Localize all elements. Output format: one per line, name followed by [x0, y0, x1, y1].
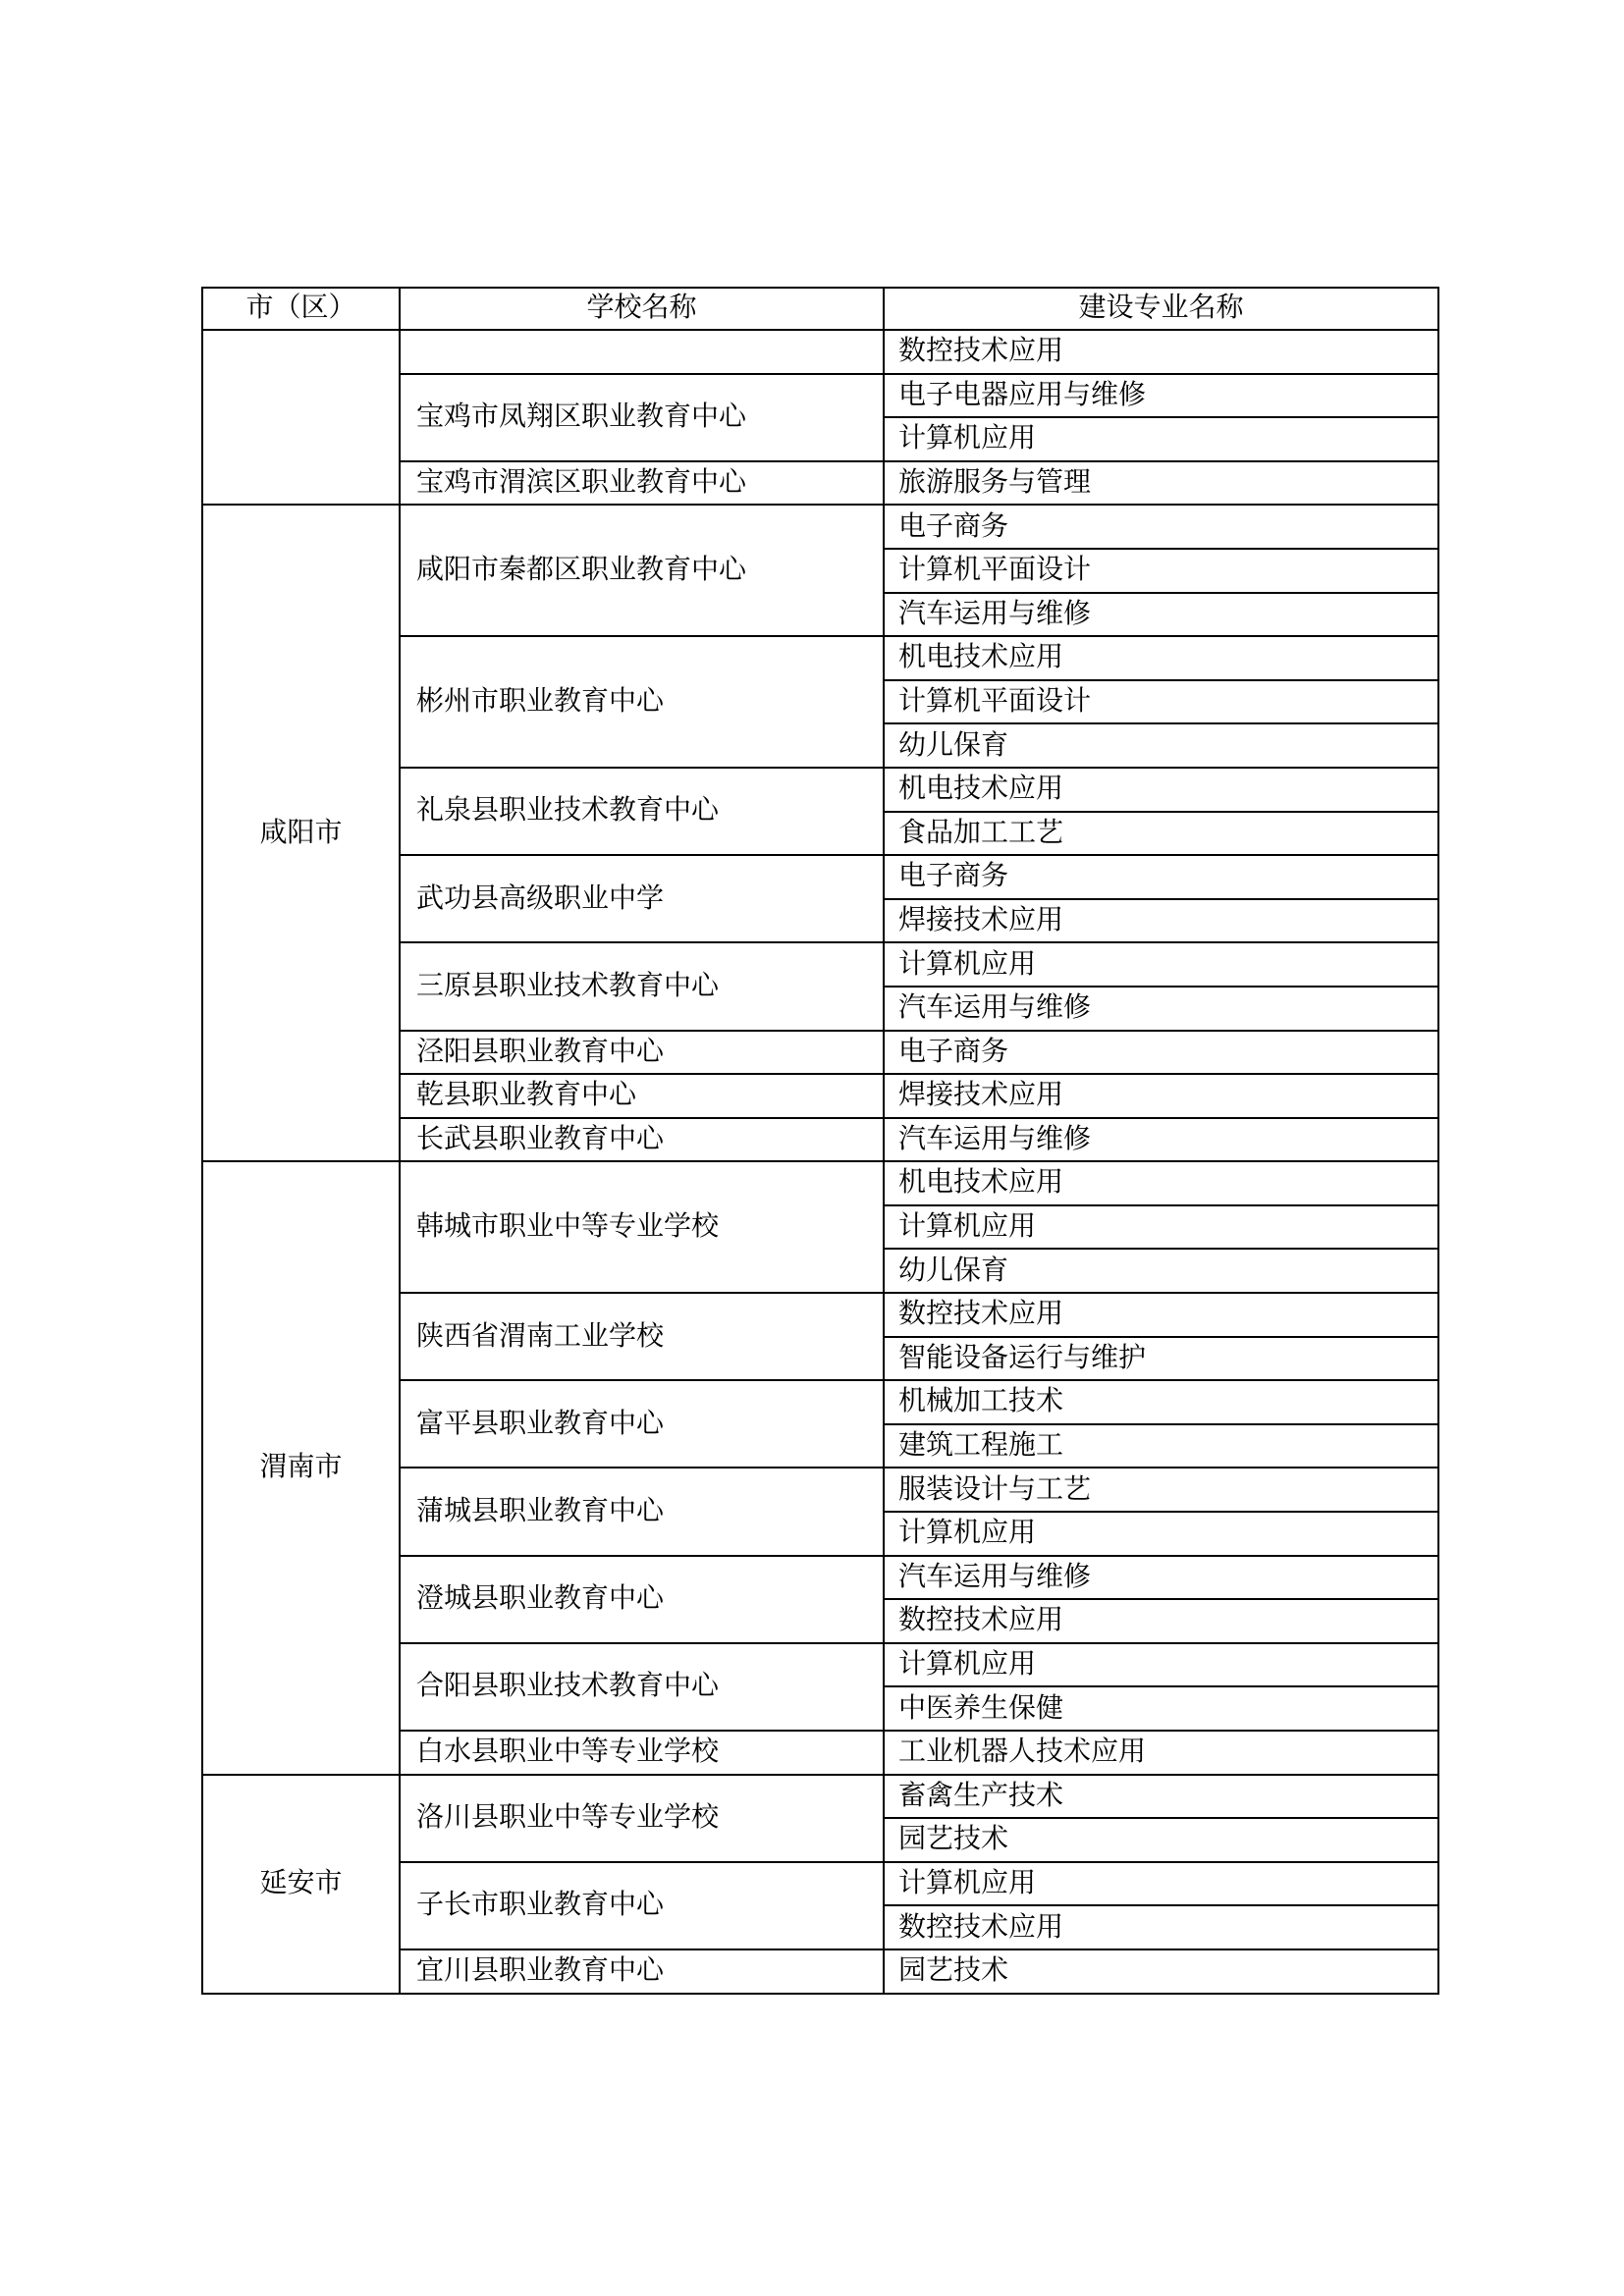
school-cell: 武功县高级职业中学 [400, 855, 884, 942]
table-header [202, 288, 1438, 330]
major-cell: 幼儿保育 [884, 723, 1438, 768]
table-body [202, 330, 1438, 1994]
major-cell: 计算机应用 [884, 942, 1438, 987]
city-cell: 渭南市 [202, 1161, 400, 1774]
major-cell: 幼儿保育 [884, 1249, 1438, 1293]
major-cell: 计算机应用 [884, 417, 1438, 461]
major-cell: 畜禽生产技术 [884, 1775, 1438, 1819]
table-row [202, 330, 1438, 374]
major-cell: 旅游服务与管理 [884, 461, 1438, 506]
header-row [202, 288, 1438, 330]
major-cell: 计算机平面设计 [884, 680, 1438, 724]
major-cell: 计算机应用 [884, 1205, 1438, 1250]
major-cell: 机电技术应用 [884, 636, 1438, 680]
major-cell: 机电技术应用 [884, 1161, 1438, 1205]
major-cell: 服装设计与工艺 [884, 1468, 1438, 1512]
school-cell: 宝鸡市凤翔区职业教育中心 [400, 374, 884, 461]
major-cell: 汽车运用与维修 [884, 1556, 1438, 1600]
school-cell: 泾阳县职业教育中心 [400, 1031, 884, 1075]
school-cell: 蒲城县职业教育中心 [400, 1468, 884, 1555]
major-cell: 中医养生保健 [884, 1686, 1438, 1731]
table-row [202, 505, 1438, 549]
header-major: 建设专业名称 [884, 288, 1438, 330]
major-cell: 汽车运用与维修 [884, 593, 1438, 637]
city-cell: 延安市 [202, 1775, 400, 1994]
major-cell: 数控技术应用 [884, 1293, 1438, 1337]
major-cell: 计算机应用 [884, 1512, 1438, 1556]
major-cell: 食品加工工艺 [884, 812, 1438, 856]
table-row [202, 1161, 1438, 1205]
major-cell: 计算机应用 [884, 1862, 1438, 1906]
major-cell: 工业机器人技术应用 [884, 1731, 1438, 1775]
school-cell: 富平县职业教育中心 [400, 1380, 884, 1468]
major-cell: 园艺技术 [884, 1949, 1438, 1994]
city-cell [202, 330, 400, 505]
school-cell: 澄城县职业教育中心 [400, 1556, 884, 1643]
major-cell: 电子商务 [884, 1031, 1438, 1075]
school-cell: 洛川县职业中等专业学校 [400, 1775, 884, 1862]
major-cell: 电子商务 [884, 505, 1438, 549]
school-cell: 长武县职业教育中心 [400, 1118, 884, 1162]
school-cell: 合阳县职业技术教育中心 [400, 1643, 884, 1731]
school-cell: 咸阳市秦都区职业教育中心 [400, 505, 884, 636]
major-cell: 智能设备运行与维护 [884, 1337, 1438, 1381]
major-cell: 机械加工技术 [884, 1380, 1438, 1424]
major-cell: 电子商务 [884, 855, 1438, 899]
school-cell: 礼泉县职业技术教育中心 [400, 768, 884, 855]
school-cell: 陕西省渭南工业学校 [400, 1293, 884, 1380]
school-cell: 宜川县职业教育中心 [400, 1949, 884, 1994]
major-cell: 汽车运用与维修 [884, 1118, 1438, 1162]
major-cell: 数控技术应用 [884, 1599, 1438, 1643]
major-cell: 建筑工程施工 [884, 1424, 1438, 1468]
major-cell: 汽车运用与维修 [884, 987, 1438, 1031]
city-cell: 咸阳市 [202, 505, 400, 1161]
school-cell: 三原县职业技术教育中心 [400, 942, 884, 1030]
header-school: 学校名称 [400, 288, 884, 330]
major-cell: 计算机平面设计 [884, 549, 1438, 593]
table-row [202, 1775, 1438, 1819]
school-cell: 宝鸡市渭滨区职业教育中心 [400, 461, 884, 506]
major-cell: 计算机应用 [884, 1643, 1438, 1687]
school-cell: 子长市职业教育中心 [400, 1862, 884, 1949]
school-cell: 乾县职业教育中心 [400, 1074, 884, 1118]
major-cell: 园艺技术 [884, 1818, 1438, 1862]
school-cell [400, 330, 884, 374]
major-cell: 机电技术应用 [884, 768, 1438, 812]
school-cell: 白水县职业中等专业学校 [400, 1731, 884, 1775]
major-cell: 焊接技术应用 [884, 899, 1438, 943]
schools-majors-table [201, 287, 1439, 1995]
major-cell: 数控技术应用 [884, 1905, 1438, 1949]
school-cell: 彬州市职业教育中心 [400, 636, 884, 768]
major-cell: 数控技术应用 [884, 330, 1438, 374]
header-city: 市（区） [202, 288, 400, 330]
major-cell: 焊接技术应用 [884, 1074, 1438, 1118]
major-cell: 电子电器应用与维修 [884, 374, 1438, 418]
school-cell: 韩城市职业中等专业学校 [400, 1161, 884, 1293]
